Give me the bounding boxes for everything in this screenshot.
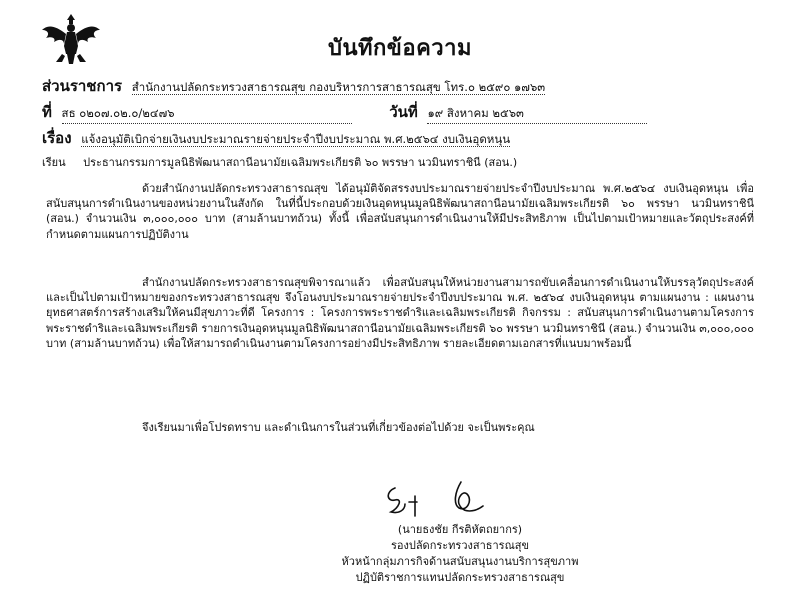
signer-title-1: รองปลัดกระทรวงสาธารณสุข (390, 539, 530, 552)
memo-title: บันทึกข้อความ (327, 36, 472, 61)
body-paragraph-3: จึงเรียนมาเพื่อโปรดทราบ และดำเนินการในส่วนที่เกี่ยวข้องต่อไปด้วย จะเป็นพระคุณ (142, 421, 535, 434)
agency-label: ส่วนราชการ (42, 77, 123, 95)
handwritten-signature (375, 478, 505, 526)
agency-row (42, 74, 545, 98)
to-row (42, 153, 517, 171)
to-label: เรียน (42, 156, 66, 169)
to-value: ประธานกรรมการมูลนิธิพัฒนาสถานีอนามัยเฉลิมพระเกียรติ ๖๐ พรรษา นวมินทราชินี (สอน.) (83, 156, 518, 169)
subject-label: เรื่อง (42, 129, 72, 147)
agency-value: สำนักงานปลัดกระทรวงสาธารณสุข กองบริหารการสาธารณสุข โทร.๐ ๒๕๙๐ ๑๗๖๓ (131, 80, 546, 94)
date-label: วันที่ (389, 103, 418, 121)
ref-date-row (42, 100, 758, 124)
signer-title-2: หัวหน้ากลุ่มภารกิจด้านสนับสนุนงานบริการสุขภาพ (341, 555, 579, 568)
subject-row (42, 126, 510, 150)
body-paragraph-2: สำนักงานปลัดกระทรวงสาธารณสุขพิจารณาแล้ว เพื่อสนับสนุนให้หน่วยงานสามารถขับเคลื่อนการดำเนินงานให้บรรลุวัตถุประสงค์และเป็นไปตามเป้าหมายของกระทรวงสาธารณสุข จึงโอนงบประมาณรายจ่ายประจำปีงบประมาณ พ.ศ. ๒๕๖๔ งบเงินอุดหนุน ตามแผนงาน : แผนงานยุทธศาสตร์การสร้างเสริมให้คนมีสุขภาวะที่ดี โครงการ : โครงการพระราชดำริและเฉลิมพระเกียรติ กิจกรรม : สนับสนุนการดำเนินงานตามโครงการพระราชดำริและเฉลิมพระเกียรติ รายการเงินอุดหนุนมูลนิธิพัฒนาสถานีอนามัยเฉลิมพระเกียรติ ๖๐ พรรษา นวมินทราชินี (สอน.) จำนวนเงิน ๓,๐๐๐,๐๐๐ บาท (สามล้านบาทถ้วน) เพื่อให้สามารถดำเนินงานตามโครงการอย่างมีประสิทธิภาพ รายละเอียดตามเอกสารที่แนบมาพร้อมนี้ (46, 276, 754, 350)
subject-value: แจ้งอนุมัติเบิกจ่ายเงินงบประมาณรายจ่ายประจำปีงบประมาณ พ.ศ.๒๕๖๔ งบเงินอุดหนุน (81, 132, 511, 146)
body-paragraph-1: ด้วยสำนักงานปลัดกระทรวงสาธารณสุข ได้อนุมัติจัดสรรงบประมาณรายจ่ายประจำปีงบประมาณ พ.ศ.๒๕๖๔ งบเงินอุดหนุน เพื่อสนับสนุนการดำเนินงานของหน่วยงานในสังกัด ในที่นี้ประกอบด้วยเงินอุดหนุนมูลนิธิพัฒนาสถานีอนามัยเฉลิมพระเกียรติ ๖๐ พรรษา นวมินทราชินี (สอน.) จำนวนเงิน ๓,๐๐๐,๐๐๐ บาท (สามล้านบาทถ้วน) ทั้งนี้ เพื่อสนับสนุนการดำเนินงานให้มีประสิทธิภาพ เป็นไปตามเป้าหมายและวัตถุประสงค์ที่กำหนดตามแผนการปฏิบัติงาน (46, 182, 754, 241)
date-value: ๑๙ สิงหาคม ๒๕๖๓ (427, 105, 647, 124)
ref-label: ที่ (42, 103, 52, 121)
ref-value: สธ ๐๒๐๗.๐๒.๐/๒๔๗๖ (62, 105, 352, 124)
signer-title-3: ปฏิบัติราชการแทนปลัดกระทรวงสาธารณสุข (355, 571, 565, 584)
signer-name: (นายธงชัย กีรติหัตถยากร) (397, 523, 523, 536)
